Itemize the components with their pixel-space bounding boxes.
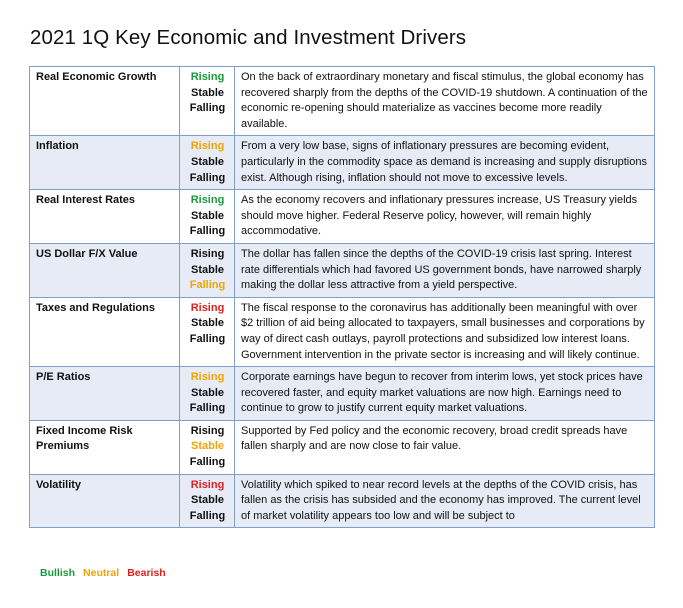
- direction-falling: Falling: [189, 279, 226, 292]
- direction-rising: Rising: [190, 424, 225, 437]
- factor-name: Taxes and Regulations: [30, 297, 180, 366]
- direction-rising: Rising: [190, 140, 225, 153]
- direction-indicator: [180, 474, 235, 528]
- direction-indicator: [180, 190, 235, 244]
- direction-stable: Stable: [190, 86, 224, 99]
- direction-stable: Stable: [190, 386, 224, 399]
- driver-commentary: As the economy recovers and inflationary pressures increase, US Treasury yields should move higher. Federal Reserve policy, however, will remain highly accommodative.: [235, 190, 655, 244]
- direction-rising: Rising: [190, 247, 225, 260]
- direction-stable: Stable: [190, 155, 224, 168]
- direction-falling: Falling: [189, 332, 226, 345]
- direction-stable: Stable: [190, 317, 224, 330]
- direction-falling: Falling: [189, 171, 226, 184]
- legend-bullish: Bullish: [40, 567, 76, 579]
- legend-bearish: Bearish: [127, 567, 166, 579]
- page-title: 2021 1Q Key Economic and Investment Drivers: [30, 26, 467, 49]
- table-row: [30, 297, 655, 366]
- direction-indicator: [180, 297, 235, 366]
- direction-stable: Stable: [190, 209, 224, 222]
- signal-legend: [40, 567, 174, 579]
- direction-falling: Falling: [189, 102, 226, 115]
- direction-falling: Falling: [189, 225, 226, 238]
- driver-commentary: Corporate earnings have begun to recover from interim lows, yet stock prices have recovered faster, and equity market valuations are now high. Earnings need to continue to grow to justify current equity market valuations.: [235, 367, 655, 421]
- table-row: [30, 136, 655, 190]
- factor-name: Volatility: [30, 474, 180, 528]
- table-row: [30, 190, 655, 244]
- factor-name: P/E Ratios: [30, 367, 180, 421]
- direction-indicator: [180, 243, 235, 297]
- factor-name: US Dollar F/X Value: [30, 243, 180, 297]
- direction-stable: Stable: [190, 494, 224, 507]
- drivers-table: [29, 66, 655, 528]
- driver-commentary: Volatility which spiked to near record levels at the depths of the COVID crisis, has fallen as the crisis has subsided and the economy has improved. The current level of market volatility appears too low and will be subject to: [235, 474, 655, 528]
- factor-name: Inflation: [30, 136, 180, 190]
- factor-name: Fixed Income Risk Premiums: [30, 420, 180, 474]
- direction-stable: Stable: [190, 263, 224, 276]
- direction-rising: Rising: [190, 371, 225, 384]
- driver-commentary: From a very low base, signs of inflationary pressures are becoming evident, particularly in the commodity space as demand is increasing and supply disruptions exist. Although rising, inflation should not move to excessive levels.: [235, 136, 655, 190]
- table-row: [30, 474, 655, 528]
- direction-indicator: [180, 367, 235, 421]
- direction-stable: Stable: [190, 440, 224, 453]
- driver-commentary: On the back of extraordinary monetary and fiscal stimulus, the global economy has recovered sharply from the depths of the COVID-19 shutdown. A continuation of the economic re-opening should materialize as vaccines become more readily available.: [235, 67, 655, 136]
- table-row: [30, 367, 655, 421]
- drivers-table-body: [30, 67, 655, 528]
- direction-falling: Falling: [189, 509, 226, 522]
- table-row: [30, 67, 655, 136]
- direction-rising: Rising: [190, 194, 225, 207]
- factor-name: Real Economic Growth: [30, 67, 180, 136]
- direction-indicator: [180, 67, 235, 136]
- direction-rising: Rising: [190, 301, 225, 314]
- direction-falling: Falling: [189, 402, 226, 415]
- table-row: [30, 243, 655, 297]
- driver-commentary: The fiscal response to the coronavirus has additionally been meaningful with over $2 trillion of aid being allocated to taxpayers, small businesses and corporations by way of direct cash outlays, payroll protections and subsidized low interest loans. Government intervention in the private sector is increasing and will likely continue.: [235, 297, 655, 366]
- driver-commentary: The dollar has fallen since the depths of the COVID-19 crisis last spring. Interest rate differentials which had favored US government bonds, have narrowed sharply making the dollar less attractive from a yield perspective.: [235, 243, 655, 297]
- direction-rising: Rising: [190, 71, 225, 83]
- factor-name: Real Interest Rates: [30, 190, 180, 244]
- direction-rising: Rising: [190, 478, 225, 491]
- direction-indicator: [180, 420, 235, 474]
- direction-falling: Falling: [189, 456, 226, 469]
- table-row: [30, 420, 655, 474]
- legend-neutral: Neutral: [83, 567, 120, 579]
- driver-commentary: Supported by Fed policy and the economic recovery, broad credit spreads have fallen sharply and are now close to fair value.: [235, 420, 655, 474]
- direction-indicator: [180, 136, 235, 190]
